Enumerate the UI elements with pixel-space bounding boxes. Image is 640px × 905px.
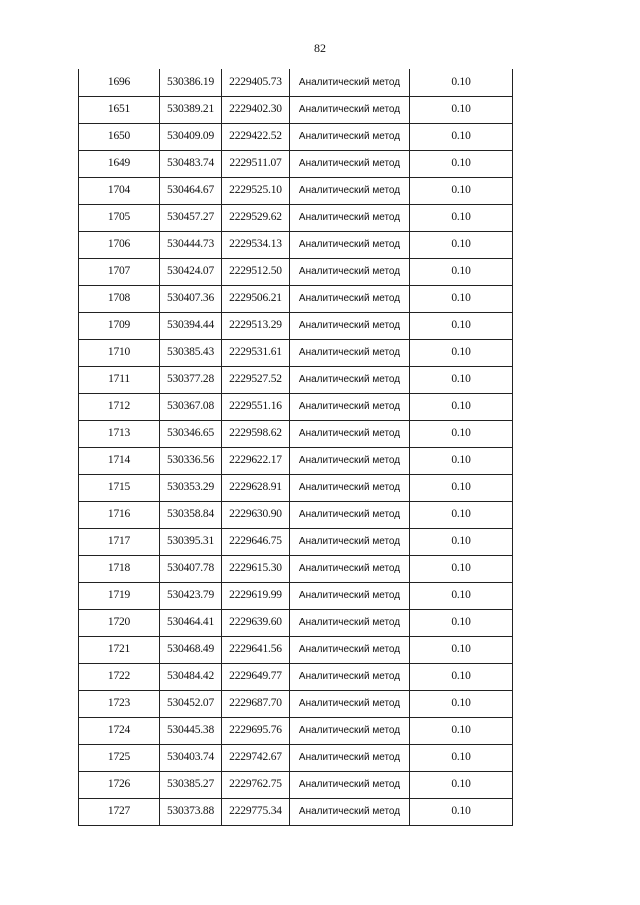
y-coordinate-cell: 2229529.62 — [222, 204, 290, 231]
point-number-cell: 1705 — [79, 204, 160, 231]
accuracy-cell: 0.10 — [410, 69, 513, 96]
point-number-cell: 1710 — [79, 339, 160, 366]
table-row — [79, 123, 513, 150]
accuracy-cell: 0.10 — [410, 555, 513, 582]
point-number-cell: 1726 — [79, 771, 160, 798]
y-coordinate-cell: 2229639.60 — [222, 609, 290, 636]
y-coordinate-cell: 2229775.34 — [222, 798, 290, 825]
x-coordinate-cell: 530386.19 — [160, 69, 222, 96]
method-cell: Аналитический метод — [290, 339, 410, 366]
x-coordinate-cell: 530452.07 — [160, 690, 222, 717]
accuracy-cell: 0.10 — [410, 258, 513, 285]
point-number-cell: 1719 — [79, 582, 160, 609]
x-coordinate-cell: 530457.27 — [160, 204, 222, 231]
table-row — [79, 636, 513, 663]
point-number-cell: 1717 — [79, 528, 160, 555]
x-coordinate-cell: 530373.88 — [160, 798, 222, 825]
point-number-cell: 1722 — [79, 663, 160, 690]
accuracy-cell: 0.10 — [410, 420, 513, 447]
accuracy-cell: 0.10 — [410, 447, 513, 474]
x-coordinate-cell: 530464.41 — [160, 609, 222, 636]
y-coordinate-cell: 2229649.77 — [222, 663, 290, 690]
table-row — [79, 555, 513, 582]
table-row — [79, 474, 513, 501]
page-number: 82 — [314, 41, 326, 55]
method-cell: Аналитический метод — [290, 501, 410, 528]
x-coordinate-cell: 530403.74 — [160, 744, 222, 771]
coordinates-table-body — [79, 69, 513, 825]
point-number-cell: 1723 — [79, 690, 160, 717]
table-row — [79, 177, 513, 204]
y-coordinate-cell: 2229630.90 — [222, 501, 290, 528]
table-row — [79, 771, 513, 798]
x-coordinate-cell: 530346.65 — [160, 420, 222, 447]
accuracy-cell: 0.10 — [410, 609, 513, 636]
method-cell: Аналитический метод — [290, 177, 410, 204]
method-cell: Аналитический метод — [290, 393, 410, 420]
x-coordinate-cell: 530407.78 — [160, 555, 222, 582]
table-row — [79, 258, 513, 285]
point-number-cell: 1712 — [79, 393, 160, 420]
method-cell: Аналитический метод — [290, 555, 410, 582]
y-coordinate-cell: 2229687.70 — [222, 690, 290, 717]
point-number-cell: 1696 — [79, 69, 160, 96]
table-row — [79, 339, 513, 366]
table-row — [79, 447, 513, 474]
accuracy-cell: 0.10 — [410, 690, 513, 717]
y-coordinate-cell: 2229619.99 — [222, 582, 290, 609]
point-number-cell: 1721 — [79, 636, 160, 663]
method-cell: Аналитический метод — [290, 528, 410, 555]
x-coordinate-cell: 530423.79 — [160, 582, 222, 609]
method-cell: Аналитический метод — [290, 771, 410, 798]
y-coordinate-cell: 2229402.30 — [222, 96, 290, 123]
table-row — [79, 690, 513, 717]
x-coordinate-cell: 530385.43 — [160, 339, 222, 366]
y-coordinate-cell: 2229525.10 — [222, 177, 290, 204]
accuracy-cell: 0.10 — [410, 366, 513, 393]
x-coordinate-cell: 530483.74 — [160, 150, 222, 177]
point-number-cell: 1650 — [79, 123, 160, 150]
x-coordinate-cell: 530424.07 — [160, 258, 222, 285]
y-coordinate-cell: 2229695.76 — [222, 717, 290, 744]
accuracy-cell: 0.10 — [410, 204, 513, 231]
table-row — [79, 69, 513, 96]
x-coordinate-cell: 530444.73 — [160, 231, 222, 258]
accuracy-cell: 0.10 — [410, 636, 513, 663]
point-number-cell: 1704 — [79, 177, 160, 204]
accuracy-cell: 0.10 — [410, 771, 513, 798]
y-coordinate-cell: 2229513.29 — [222, 312, 290, 339]
y-coordinate-cell: 2229762.75 — [222, 771, 290, 798]
y-coordinate-cell: 2229646.75 — [222, 528, 290, 555]
y-coordinate-cell: 2229534.13 — [222, 231, 290, 258]
x-coordinate-cell: 530395.31 — [160, 528, 222, 555]
table-row — [79, 393, 513, 420]
point-number-cell: 1713 — [79, 420, 160, 447]
table-row — [79, 150, 513, 177]
x-coordinate-cell: 530394.44 — [160, 312, 222, 339]
point-number-cell: 1724 — [79, 717, 160, 744]
table-row — [79, 204, 513, 231]
accuracy-cell: 0.10 — [410, 339, 513, 366]
point-number-cell: 1708 — [79, 285, 160, 312]
y-coordinate-cell: 2229551.16 — [222, 393, 290, 420]
accuracy-cell: 0.10 — [410, 474, 513, 501]
table-row — [79, 663, 513, 690]
accuracy-cell: 0.10 — [410, 582, 513, 609]
y-coordinate-cell: 2229527.52 — [222, 366, 290, 393]
x-coordinate-cell: 530468.49 — [160, 636, 222, 663]
y-coordinate-cell: 2229511.07 — [222, 150, 290, 177]
method-cell: Аналитический метод — [290, 96, 410, 123]
y-coordinate-cell: 2229622.17 — [222, 447, 290, 474]
method-cell: Аналитический метод — [290, 609, 410, 636]
accuracy-cell: 0.10 — [410, 231, 513, 258]
y-coordinate-cell: 2229628.91 — [222, 474, 290, 501]
point-number-cell: 1725 — [79, 744, 160, 771]
point-number-cell: 1720 — [79, 609, 160, 636]
accuracy-cell: 0.10 — [410, 501, 513, 528]
coordinates-table — [78, 69, 513, 826]
accuracy-cell: 0.10 — [410, 744, 513, 771]
point-number-cell: 1715 — [79, 474, 160, 501]
x-coordinate-cell: 530385.27 — [160, 771, 222, 798]
x-coordinate-cell: 530484.42 — [160, 663, 222, 690]
table-row — [79, 96, 513, 123]
point-number-cell: 1649 — [79, 150, 160, 177]
x-coordinate-cell: 530445.38 — [160, 717, 222, 744]
table-row — [79, 420, 513, 447]
accuracy-cell: 0.10 — [410, 717, 513, 744]
accuracy-cell: 0.10 — [410, 150, 513, 177]
table-row — [79, 285, 513, 312]
accuracy-cell: 0.10 — [410, 123, 513, 150]
method-cell: Аналитический метод — [290, 150, 410, 177]
x-coordinate-cell: 530367.08 — [160, 393, 222, 420]
x-coordinate-cell: 530336.56 — [160, 447, 222, 474]
method-cell: Аналитический метод — [290, 663, 410, 690]
x-coordinate-cell: 530464.67 — [160, 177, 222, 204]
table-row — [79, 717, 513, 744]
method-cell: Аналитический метод — [290, 447, 410, 474]
table-row — [79, 798, 513, 825]
x-coordinate-cell: 530407.36 — [160, 285, 222, 312]
accuracy-cell: 0.10 — [410, 312, 513, 339]
accuracy-cell: 0.10 — [410, 798, 513, 825]
accuracy-cell: 0.10 — [410, 528, 513, 555]
y-coordinate-cell: 2229512.50 — [222, 258, 290, 285]
y-coordinate-cell: 2229615.30 — [222, 555, 290, 582]
point-number-cell: 1716 — [79, 501, 160, 528]
y-coordinate-cell: 2229641.56 — [222, 636, 290, 663]
table-row — [79, 744, 513, 771]
x-coordinate-cell: 530409.09 — [160, 123, 222, 150]
point-number-cell: 1718 — [79, 555, 160, 582]
table-row — [79, 366, 513, 393]
method-cell: Аналитический метод — [290, 582, 410, 609]
point-number-cell: 1651 — [79, 96, 160, 123]
accuracy-cell: 0.10 — [410, 393, 513, 420]
method-cell: Аналитический метод — [290, 285, 410, 312]
y-coordinate-cell: 2229405.73 — [222, 69, 290, 96]
method-cell: Аналитический метод — [290, 420, 410, 447]
method-cell: Аналитический метод — [290, 717, 410, 744]
table-row — [79, 501, 513, 528]
y-coordinate-cell: 2229598.62 — [222, 420, 290, 447]
table-row — [79, 231, 513, 258]
x-coordinate-cell: 530358.84 — [160, 501, 222, 528]
x-coordinate-cell: 530389.21 — [160, 96, 222, 123]
method-cell: Аналитический метод — [290, 636, 410, 663]
method-cell: Аналитический метод — [290, 69, 410, 96]
point-number-cell: 1727 — [79, 798, 160, 825]
method-cell: Аналитический метод — [290, 258, 410, 285]
y-coordinate-cell: 2229422.52 — [222, 123, 290, 150]
table-row — [79, 582, 513, 609]
accuracy-cell: 0.10 — [410, 663, 513, 690]
x-coordinate-cell: 530353.29 — [160, 474, 222, 501]
y-coordinate-cell: 2229506.21 — [222, 285, 290, 312]
point-number-cell: 1714 — [79, 447, 160, 474]
accuracy-cell: 0.10 — [410, 285, 513, 312]
point-number-cell: 1711 — [79, 366, 160, 393]
table-row — [79, 609, 513, 636]
y-coordinate-cell: 2229742.67 — [222, 744, 290, 771]
method-cell: Аналитический метод — [290, 474, 410, 501]
point-number-cell: 1707 — [79, 258, 160, 285]
method-cell: Аналитический метод — [290, 798, 410, 825]
point-number-cell: 1706 — [79, 231, 160, 258]
method-cell: Аналитический метод — [290, 744, 410, 771]
method-cell: Аналитический метод — [290, 204, 410, 231]
point-number-cell: 1709 — [79, 312, 160, 339]
accuracy-cell: 0.10 — [410, 96, 513, 123]
y-coordinate-cell: 2229531.61 — [222, 339, 290, 366]
method-cell: Аналитический метод — [290, 366, 410, 393]
method-cell: Аналитический метод — [290, 690, 410, 717]
accuracy-cell: 0.10 — [410, 177, 513, 204]
method-cell: Аналитический метод — [290, 123, 410, 150]
method-cell: Аналитический метод — [290, 312, 410, 339]
method-cell: Аналитический метод — [290, 231, 410, 258]
x-coordinate-cell: 530377.28 — [160, 366, 222, 393]
table-row — [79, 312, 513, 339]
table-row — [79, 528, 513, 555]
